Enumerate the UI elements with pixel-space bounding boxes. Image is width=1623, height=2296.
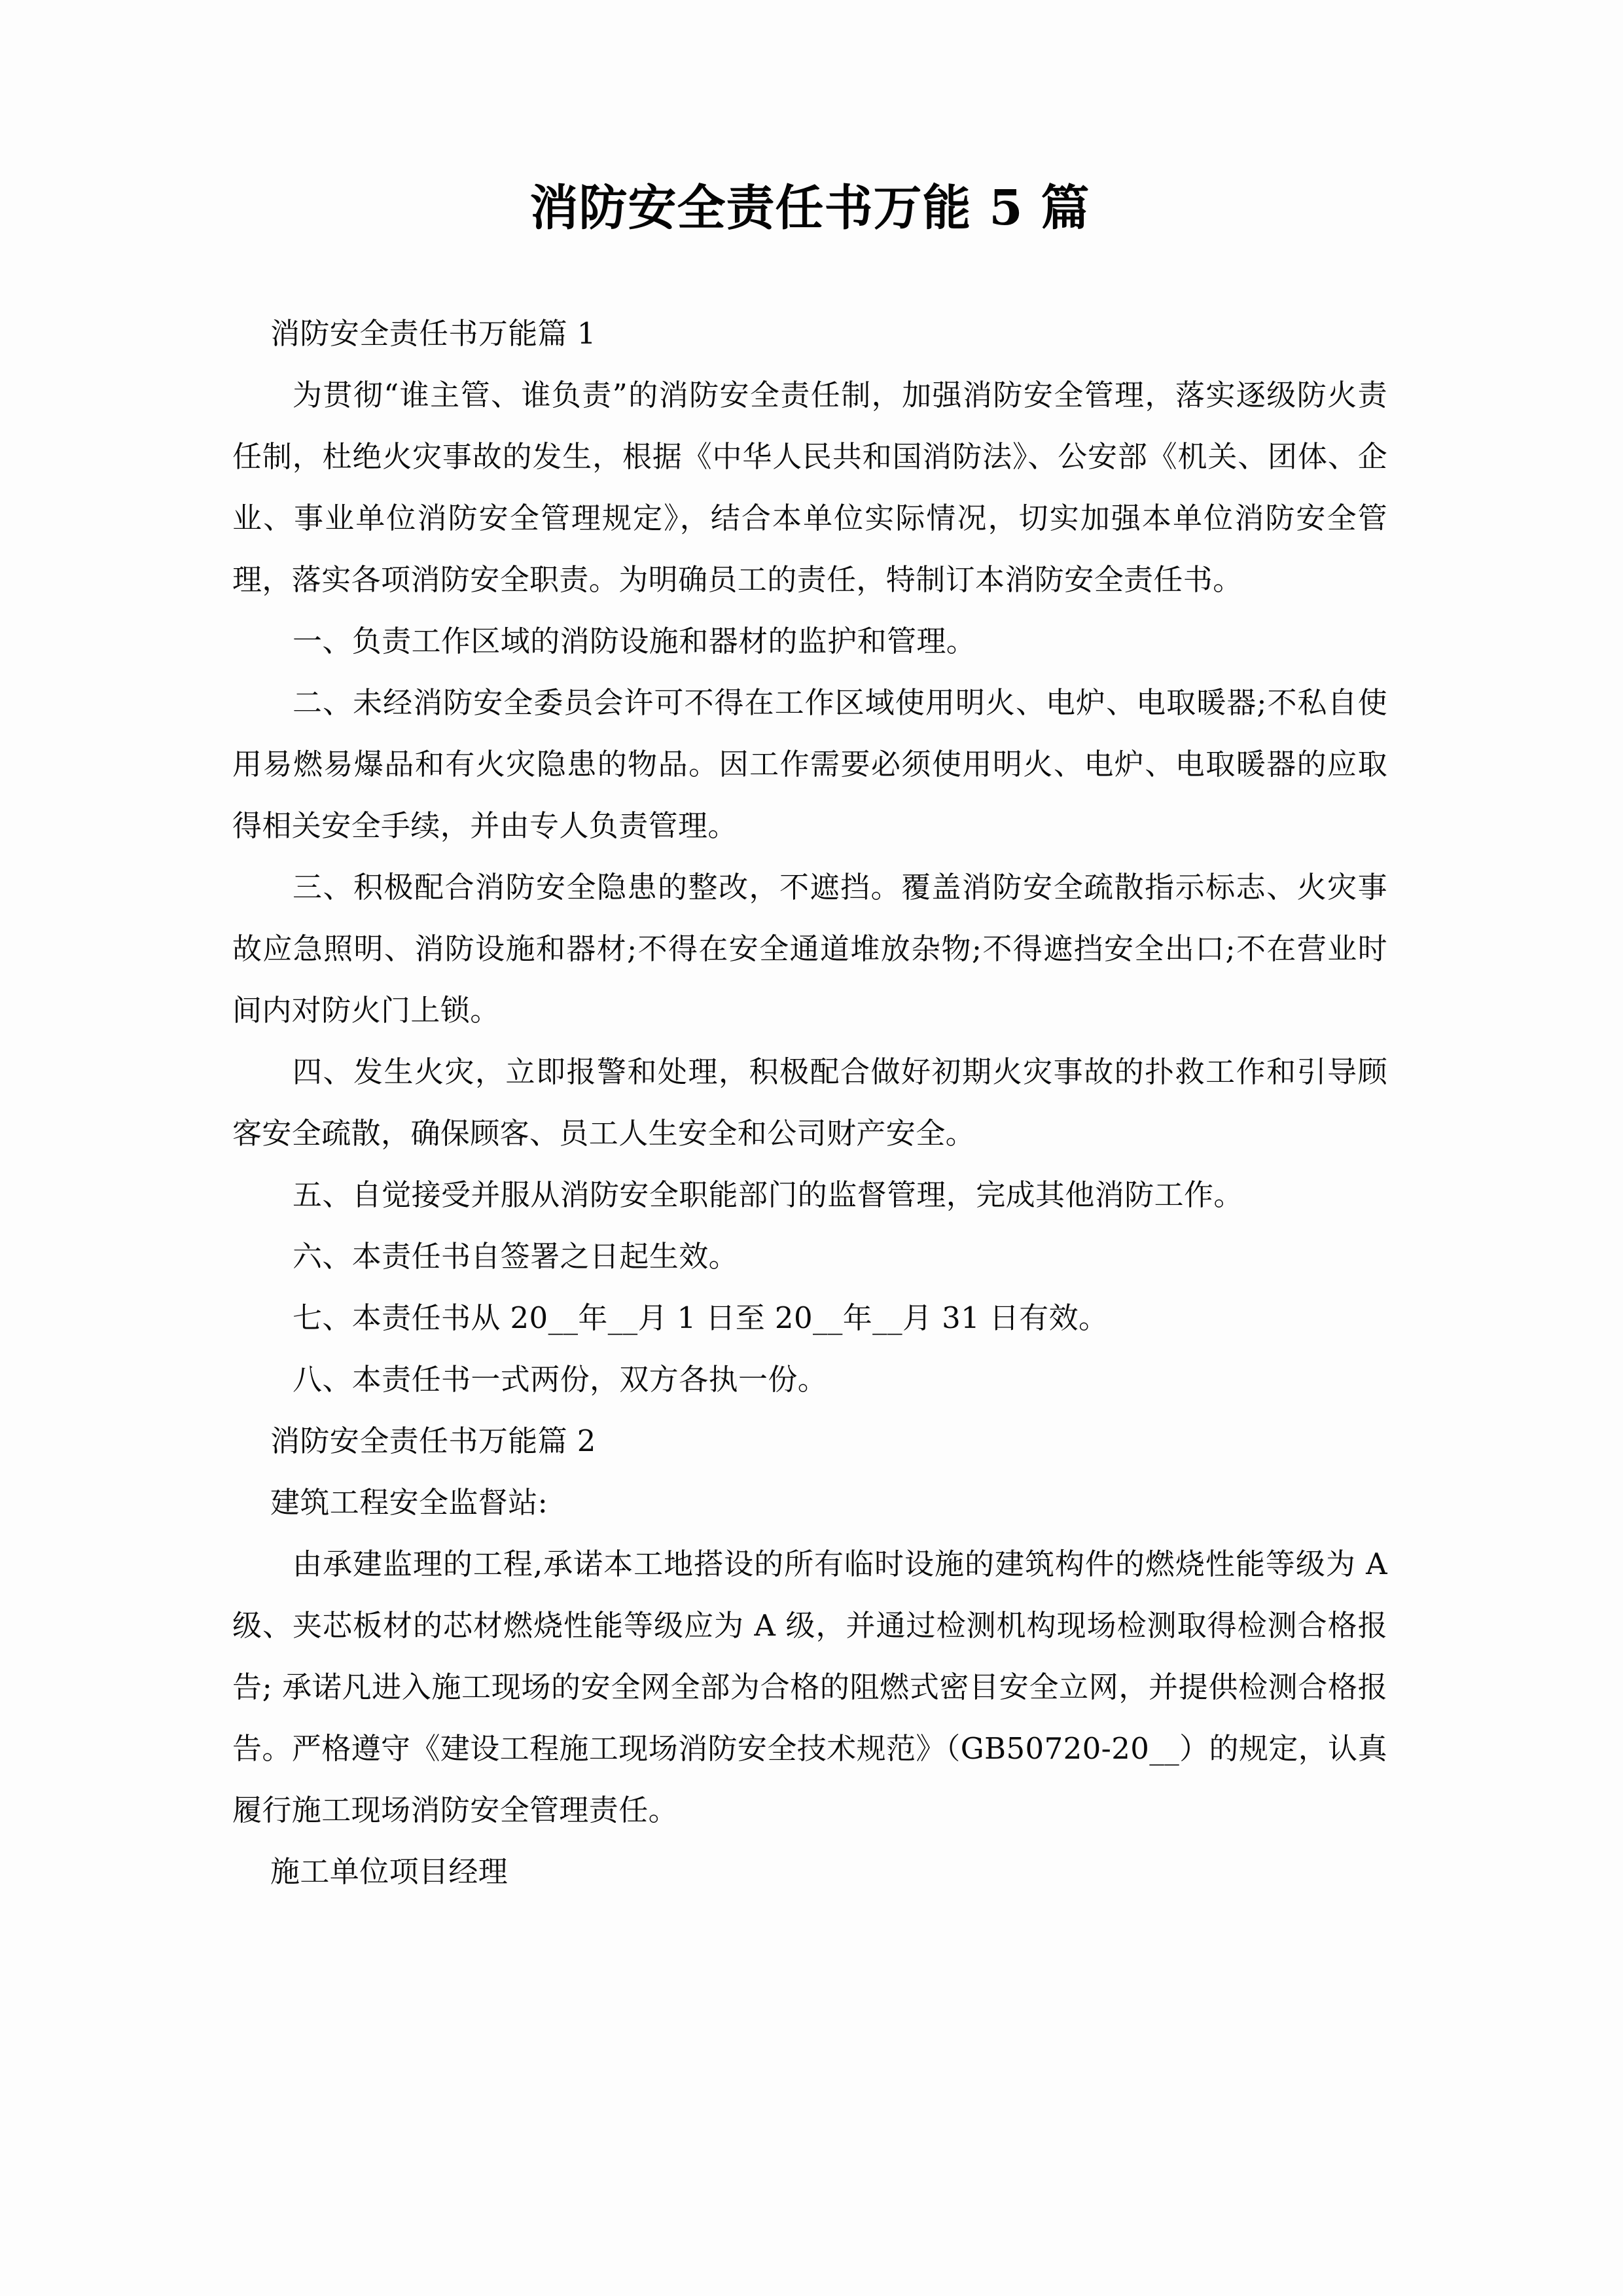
section-1-paragraph-intro: 为贯彻“谁主管、谁负责”的消防安全责任制，加强消防安全管理，落实逐级防火责任制，杜绝火灾事故的发生，根据《中华人民共和国消防法》、公安部《机关、团体、企业、事业单位消防安全管理规定》，结合本单位实际情况，切实加强本单位消防安全管理，落实各项消防安全职责。为明确员工的责任，特制订本消防安全责任书。 <box>232 377 1387 597</box>
section-1-heading: 消防安全责任书万能篇 1 <box>270 315 596 351</box>
section-1-item-1: 一、负责工作区域的消防设施和器材的监护和管理。 <box>293 623 976 658</box>
section-2-signature-line: 施工单位项目经理 <box>270 1854 508 1889</box>
section-2 <box>232 1410 1387 1903</box>
section-2-paragraph-body: 由承建监理的工程,承诺本工地搭设的所有临时设施的建筑构件的燃烧性能等级为 A 级、夹芯板材的芯材燃烧性能等级应为 A 级，并通过检测机构现场检测取得检测合格报告; 承诺凡进入施工现场的安全网全部为合格的阻燃式密目安全立网，并提供检测合格报告。严格遵守《建设工程施工现场消防安全技术规范》（GB50720-20__）的规定，认真履行施工现场消防安全管理责任。 <box>232 1546 1387 1827</box>
section-1-item-6: 六、本责任书自签署之日起生效。 <box>293 1238 739 1274</box>
document-content <box>232 0 1387 1903</box>
page-title: 消防安全责任书万能 5 篇 <box>529 180 1090 236</box>
section-1-item-4: 四、发生火灾，立即报警和处理，积极配合做好初期火灾事故的扑救工作和引导顾客安全疏散，确保顾客、员工人生安全和公司财产安全。 <box>232 1054 1387 1151</box>
section-1-item-5: 五、自觉接受并服从消防安全职能部门的监督管理，完成其他消防工作。 <box>293 1177 1243 1212</box>
section-1-item-7: 七、本责任书从 20__年__月 1 日至 20__年__月 31 日有效。 <box>293 1300 1109 1335</box>
section-1-item-3: 三、积极配合消防安全隐患的整改，不遮挡。覆盖消防安全疏散指示标志、火灾事故应急照明、消防设施和器材;不得在安全通道堆放杂物;不得遮挡安全出口;不在营业时间内对防火门上锁。 <box>232 869 1387 1028</box>
section-1 <box>232 303 1387 1410</box>
section-2-addressee: 建筑工程安全监督站: <box>270 1484 548 1520</box>
section-1-item-8: 八、本责任书一式两份，双方各执一份。 <box>293 1361 828 1397</box>
section-2-heading: 消防安全责任书万能篇 2 <box>270 1423 596 1458</box>
title-spacer <box>232 239 1387 303</box>
section-1-item-2: 二、未经消防安全委员会许可不得在工作区域使用明火、电炉、电取暖器;不私自使用易燃易爆品和有火灾隐患的物品。因工作需要必须使用明火、电炉、电取暖器的应取得相关安全手续，并由专人负责管理。 <box>232 685 1387 843</box>
